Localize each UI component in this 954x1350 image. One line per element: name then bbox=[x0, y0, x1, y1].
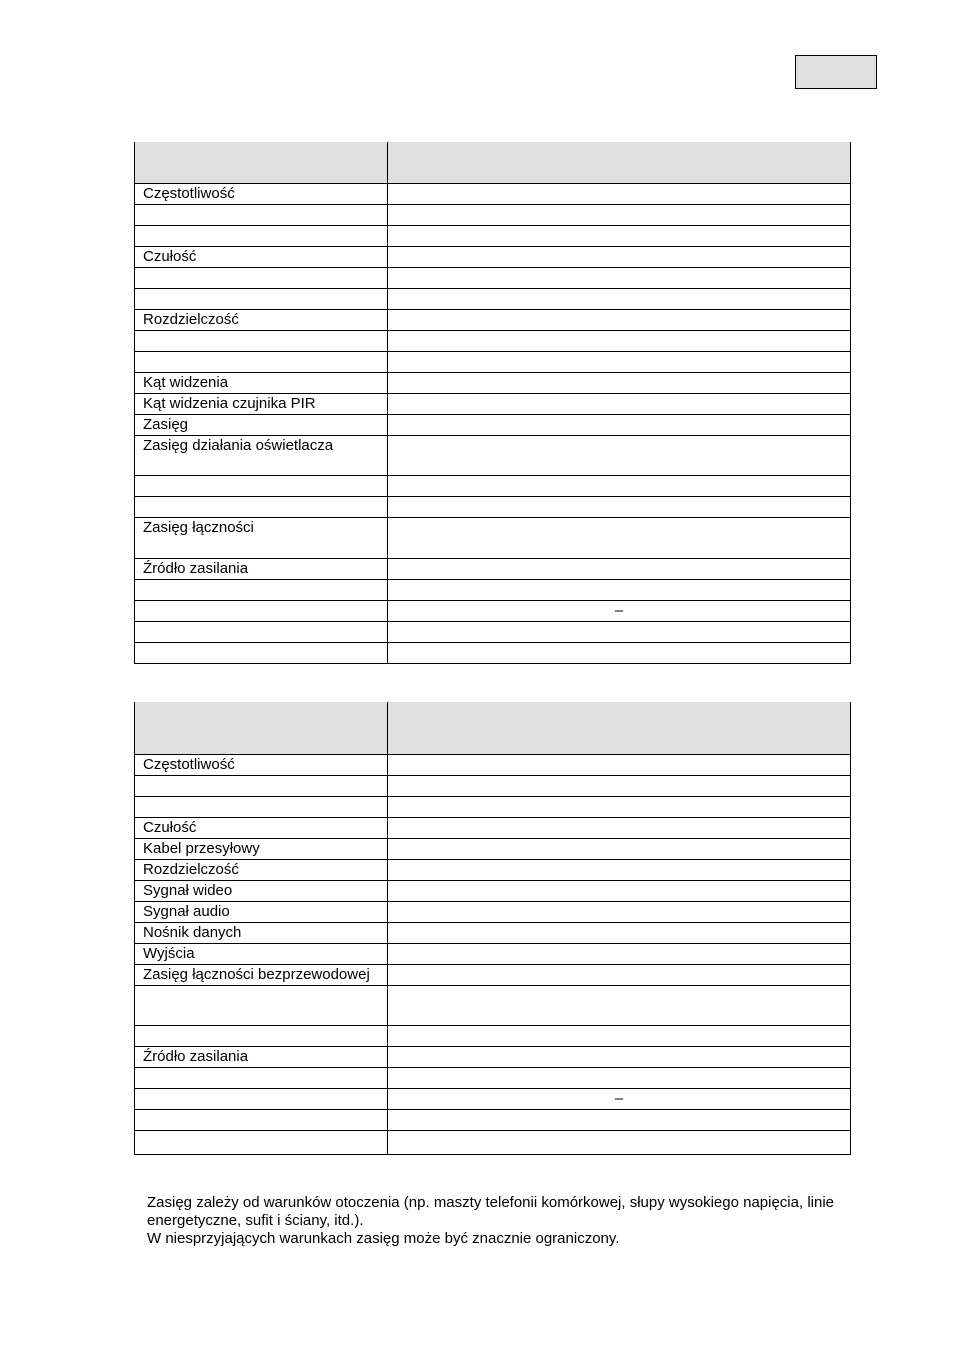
table-cell-value: – bbox=[388, 1088, 851, 1109]
table-cell-label: Kąt widzenia czujnika PIR bbox=[135, 393, 388, 414]
table-row bbox=[135, 817, 851, 838]
table-row bbox=[135, 204, 851, 225]
table-cell-value bbox=[388, 1067, 851, 1088]
table-cell-label bbox=[135, 796, 388, 817]
table-cell-value bbox=[388, 496, 851, 517]
table-row bbox=[135, 859, 851, 880]
table-cell-label bbox=[135, 1067, 388, 1088]
table-row bbox=[135, 775, 851, 796]
table-row bbox=[135, 435, 851, 475]
table-cell-label: Kąt widzenia bbox=[135, 372, 388, 393]
table-cell-label bbox=[135, 621, 388, 642]
table-row bbox=[135, 183, 851, 204]
table-cell-label bbox=[135, 142, 388, 183]
table-cell-label bbox=[135, 642, 388, 663]
table-row bbox=[135, 600, 851, 621]
table-header-row bbox=[135, 702, 851, 754]
table-cell-value bbox=[388, 922, 851, 943]
table-cell-label: Nośnik danych bbox=[135, 922, 388, 943]
table-cell-value bbox=[388, 754, 851, 775]
table-cell-label: Rozdzielczość bbox=[135, 859, 388, 880]
table-cell-value bbox=[388, 964, 851, 985]
table-row bbox=[135, 225, 851, 246]
table-row bbox=[135, 288, 851, 309]
table-row bbox=[135, 246, 851, 267]
table-row bbox=[135, 1109, 851, 1130]
table-cell-label: Wyjścia bbox=[135, 943, 388, 964]
table-cell-value bbox=[388, 1025, 851, 1046]
table-row bbox=[135, 496, 851, 517]
table-cell-label: Zasięg bbox=[135, 414, 388, 435]
table-row bbox=[135, 621, 851, 642]
table-cell-value bbox=[388, 267, 851, 288]
table-header-row bbox=[135, 142, 851, 183]
table-cell-value bbox=[388, 702, 851, 754]
table-cell-label: Źródło zasilania bbox=[135, 1046, 388, 1067]
table-cell-label: Częstotliwość bbox=[135, 754, 388, 775]
table-cell-label bbox=[135, 225, 388, 246]
table-cell-label: Kabel przesyłowy bbox=[135, 838, 388, 859]
table-cell-value bbox=[388, 1046, 851, 1067]
table-cell-value bbox=[388, 330, 851, 351]
table-row bbox=[135, 880, 851, 901]
table-cell-value bbox=[388, 579, 851, 600]
table-cell-value bbox=[388, 204, 851, 225]
table-cell-label bbox=[135, 702, 388, 754]
table-row bbox=[135, 517, 851, 558]
table-row bbox=[135, 838, 851, 859]
table-cell-label bbox=[135, 579, 388, 600]
table-row bbox=[135, 1088, 851, 1109]
table-cell-label: Czułość bbox=[135, 817, 388, 838]
footnote-line: W niesprzyjających warunkach zasięg może być znacznie ograniczony. bbox=[147, 1230, 620, 1247]
table-cell-value bbox=[388, 880, 851, 901]
table-row bbox=[135, 922, 851, 943]
table-cell-value bbox=[388, 775, 851, 796]
table-cell-value bbox=[388, 838, 851, 859]
table-cell-label bbox=[135, 351, 388, 372]
table-cell-label bbox=[135, 775, 388, 796]
table-row bbox=[135, 309, 851, 330]
table-cell-label: Rozdzielczość bbox=[135, 309, 388, 330]
receiver-spec-table bbox=[134, 702, 851, 1155]
table-row bbox=[135, 796, 851, 817]
table-row bbox=[135, 267, 851, 288]
table-cell-label bbox=[135, 267, 388, 288]
table-cell-label bbox=[135, 330, 388, 351]
table-row bbox=[135, 964, 851, 985]
table-cell-label bbox=[135, 288, 388, 309]
table-cell-value: – bbox=[388, 600, 851, 621]
table-cell-label bbox=[135, 204, 388, 225]
table-cell-label: Sygnał audio bbox=[135, 901, 388, 922]
table-cell-value bbox=[388, 943, 851, 964]
table-cell-value bbox=[388, 142, 851, 183]
table-row bbox=[135, 985, 851, 1025]
camera-spec-table bbox=[134, 142, 851, 664]
table-cell-value bbox=[388, 796, 851, 817]
table-cell-label bbox=[135, 1088, 388, 1109]
table-cell-value bbox=[388, 183, 851, 204]
table-row bbox=[135, 579, 851, 600]
table-cell-value bbox=[388, 817, 851, 838]
table-cell-value bbox=[388, 414, 851, 435]
table-cell-label bbox=[135, 475, 388, 496]
table-cell-label: Zasięg łączności bezprzewodowej bbox=[135, 964, 388, 985]
table-row bbox=[135, 754, 851, 775]
table-cell-label: Zasięg działania oświetlacza bbox=[135, 435, 388, 475]
table-cell-label: Zasięg łączności bbox=[135, 517, 388, 558]
table-cell-value bbox=[388, 1109, 851, 1130]
table-row bbox=[135, 393, 851, 414]
table-cell-value bbox=[388, 393, 851, 414]
table-row bbox=[135, 1046, 851, 1067]
table-row bbox=[135, 330, 851, 351]
table-cell-value bbox=[388, 901, 851, 922]
table-row bbox=[135, 1025, 851, 1046]
table-cell-label bbox=[135, 1130, 388, 1154]
table-cell-value bbox=[388, 621, 851, 642]
table-row bbox=[135, 558, 851, 579]
table-cell-value bbox=[388, 225, 851, 246]
table-cell-value bbox=[388, 642, 851, 663]
range-footnote bbox=[147, 1194, 887, 1248]
table-row bbox=[135, 943, 851, 964]
table-cell-value bbox=[388, 309, 851, 330]
table-cell-label bbox=[135, 600, 388, 621]
table-cell-value bbox=[388, 475, 851, 496]
table-cell-value bbox=[388, 246, 851, 267]
table-row bbox=[135, 372, 851, 393]
table-cell-label: Źródło zasilania bbox=[135, 558, 388, 579]
table-row bbox=[135, 1067, 851, 1088]
table-cell-value bbox=[388, 372, 851, 393]
table-row bbox=[135, 901, 851, 922]
table-cell-value bbox=[388, 517, 851, 558]
table-cell-label: Sygnał wideo bbox=[135, 880, 388, 901]
table-cell-value bbox=[388, 1130, 851, 1154]
table-cell-value bbox=[388, 859, 851, 880]
table-cell-value bbox=[388, 435, 851, 475]
table-row bbox=[135, 475, 851, 496]
table-cell-label bbox=[135, 985, 388, 1025]
table-cell-value bbox=[388, 288, 851, 309]
language-tab-box bbox=[795, 55, 877, 89]
table-cell-value bbox=[388, 558, 851, 579]
table-cell-label bbox=[135, 496, 388, 517]
table-row bbox=[135, 414, 851, 435]
table-cell-value bbox=[388, 351, 851, 372]
table-row bbox=[135, 642, 851, 663]
table-cell-label: Czułość bbox=[135, 246, 388, 267]
table-cell-label bbox=[135, 1025, 388, 1046]
table-cell-label bbox=[135, 1109, 388, 1130]
table-cell-value bbox=[388, 985, 851, 1025]
table-row bbox=[135, 351, 851, 372]
footnote-line: Zasięg zależy od warunków otoczenia (np. maszty telefonii komórkowej, słupy wysokiego napięcia, linie energetyczne, sufit i ściany, itd.). bbox=[147, 1194, 834, 1229]
table-cell-label: Częstotliwość bbox=[135, 183, 388, 204]
table-row bbox=[135, 1130, 851, 1154]
